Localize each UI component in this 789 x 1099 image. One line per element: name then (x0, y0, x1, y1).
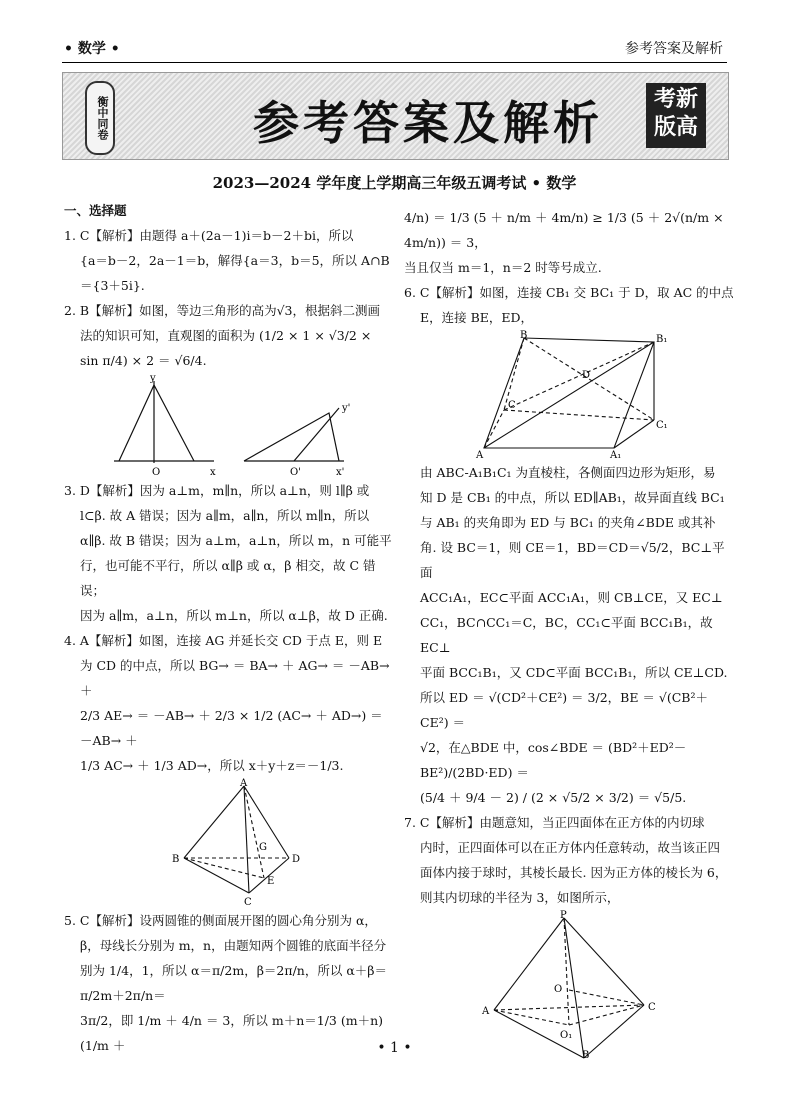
text-line: {a＝b－2，2a－1＝b，解得{a＝3，b＝5，所以 A∩B＝{3＋5i}. (80, 253, 390, 293)
fig6-c-label: C (508, 400, 516, 411)
text-line: 行，也可能不平行，所以 α∥β 或 α，β 相交，故 C 错误； (80, 558, 376, 598)
subject-label: • 数学 • (64, 41, 120, 57)
seal-logo: 衡中同卷 (85, 81, 115, 155)
fig6-c1-label: C₁ (656, 420, 668, 431)
text-line: ACC₁A₁，EC⊂平面 ACC₁A₁，则 CB⊥CE，又 EC⊥ (420, 590, 723, 605)
text-line: 当且仅当 m＝1，n＝2 时等号成立. (404, 260, 602, 275)
figure-q7 (404, 910, 734, 1060)
text-line: 法的知识可知，直观图的面积为 (1/2 × 1 × √3/2 × (80, 328, 372, 343)
text-line: 3. D【解析】因为 a⊥m，m∥n，所以 a⊥n，则 l∥β 或 (64, 483, 370, 498)
fig2-y-prime-label: y' (342, 403, 351, 414)
fig2-x-prime-label: x' (336, 467, 345, 478)
text-line: 面体内接于球时，其棱长最长. 因为正方体的棱长为 6， (420, 865, 728, 880)
fig6-a-label: A (476, 450, 484, 460)
fig7-b-label: B (582, 1050, 590, 1060)
fig2-o-prime-label: O' (290, 467, 301, 478)
figure-q4 (64, 778, 394, 908)
text-line: 7. C【解析】由题意知，当正四面体在正方体的内切球 (404, 815, 705, 830)
badge-line-2: 版高 (653, 115, 698, 140)
header-right-title: 参考答案及解析 (625, 41, 723, 57)
figure-q2 (64, 373, 394, 478)
text-line: 6. C【解析】如图，连接 CB₁ 交 BC₁ 于 D，取 AC 的中点 (404, 285, 734, 300)
title-banner (62, 72, 729, 160)
banner-title: 参考答案及解析 (253, 96, 603, 150)
fig4-c-label: C (244, 897, 252, 908)
text-line: CC₁，BC∩CC₁＝C，BC，CC₁⊂平面 BCC₁B₁，故 EC⊥ (420, 615, 713, 655)
fig6-b1-label: B₁ (656, 334, 668, 345)
right-column (404, 205, 734, 1060)
figure-q6 (404, 330, 734, 460)
text-line: 平面 BCC₁B₁，又 CD⊂平面 BCC₁B₁，所以 CE⊥CD. (420, 665, 728, 680)
text-line: sin π/4) × 2 ＝ √6/4. (80, 353, 207, 368)
fig4-d-label: D (292, 854, 301, 865)
header-rule (62, 62, 727, 63)
fig7-c-label: C (648, 1002, 656, 1013)
fig4-b-label: B (172, 854, 180, 865)
text-line: α∥β. 故 B 错误；因为 a⊥m，a⊥n，所以 m，n 可能平 (80, 533, 392, 548)
text-line: 5. C【解析】设两圆锥的侧面展开图的圆心角分别为 α， (64, 913, 377, 928)
fig4-a-label: A (240, 778, 248, 789)
text-line: 3π/2，即 1/m ＋ 4/n ＝ 3，所以 m＋n＝1/3 (m＋n)(1/m ＋ (80, 1013, 384, 1053)
text-line: 1. C【解析】由题得 a＋(2a－1)i＝b－2＋bi，所以 (64, 228, 354, 243)
text-line: 2/3 AE→ ＝ －AB→ ＋ 2/3 × 1/2 (AC→ ＋ AD→) ＝ －AB→ ＋ (80, 708, 383, 748)
text-line: 4/n) ＝ 1/3 (5 ＋ n/m ＋ 4m/n) ≥ 1/3 (5 ＋ 2√(n/m × 4m/n)) ＝ 3， (404, 210, 724, 250)
fig2-o-label: O (152, 467, 161, 478)
fig6-d-label: D (582, 370, 591, 381)
text-line: 知 D 是 CB₁ 的中点，所以 ED∥AB₁，故异面直线 BC₁ (420, 490, 725, 505)
text-line: E，连接 BE，ED， (420, 310, 534, 325)
fig6-b-label: B (520, 330, 528, 341)
text-line: 为 CD 的中点，所以 BG→ ＝ BA→ ＋ AG→ ＝ －AB→ ＋ (80, 658, 390, 698)
fig2-y-label: y (150, 373, 156, 384)
text-line: 则其内切球的半径为 3，如图所示， (420, 890, 620, 905)
fig6-a1-label: A₁ (610, 450, 622, 460)
fig7-o1-label: O₁ (560, 1030, 573, 1041)
text-line: 1/3 AC→ ＋ 1/3 AD→，所以 x＋y＋z＝－1/3. (80, 758, 344, 773)
left-column (64, 198, 394, 1058)
fig7-a-label: A (482, 1006, 490, 1017)
text-line: 4. A【解析】如图，连接 AG 并延长交 CD 于点 E，则 E (64, 633, 383, 648)
section-heading: 一、选择题 (64, 203, 127, 218)
badge-line-1: 考新 (653, 87, 698, 112)
text-line: 内时，正四面体可以在正方体内任意转动，故当该正四 (420, 840, 721, 855)
text-line: β，母线长分别为 m，n，由题知两个圆锥的底面半径分 (80, 938, 387, 953)
text-line: 2. B【解析】如图，等边三角形的高为√3，根据斜二测画 (64, 303, 381, 318)
text-line: l⊂β. 故 A 错误；因为 a∥m，a∥n，所以 m∥n，所以 (80, 508, 370, 523)
text-line: √2，在△BDE 中，cos∠BDE ＝ (BD²＋ED²－BE²)/(2BD·ED) ＝ (420, 740, 687, 780)
badge-logo (646, 83, 706, 148)
text-line: 与 AB₁ 的夹角即为 ED 与 BC₁ 的夹角∠BDE 或其补 (420, 515, 716, 530)
page-number: • 1 • (377, 1040, 412, 1056)
text-line: (5/4 ＋ 9/4 － 2) / (2 × √5/2 × 3/2) ＝ √5/5. (420, 790, 687, 805)
fig4-g-label: G (259, 842, 267, 853)
text-line: 别为 1/4，1，所以 α＝π/2m，β＝2π/n，所以 α＋β＝π/2m＋2π/n＝ (80, 963, 387, 1003)
fig7-p-label: P (560, 910, 567, 921)
text-line: 由 ABC-A₁B₁C₁ 为直棱柱，各侧面四边形为矩形，易 (420, 465, 716, 480)
text-line: 角. 设 BC＝1，则 CE＝1，BD＝CD＝√5/2，BC⊥平面 (420, 540, 725, 580)
text-line: 所以 ED ＝ √(CD²＋CE²) ＝ 3/2，BE ＝ √(CB²＋CE²) ＝ (420, 690, 709, 730)
fig4-e-label: E (267, 876, 275, 887)
text-line: 因为 a∥m，a⊥n，所以 m⊥n，所以 α⊥β，故 D 正确. (80, 608, 388, 623)
fig2-x-label: x (210, 467, 216, 478)
fig7-o-label: O (554, 984, 563, 995)
exam-title: 2023—2024 学年度上学期高三年级五调考试 • 数学 (212, 174, 577, 192)
